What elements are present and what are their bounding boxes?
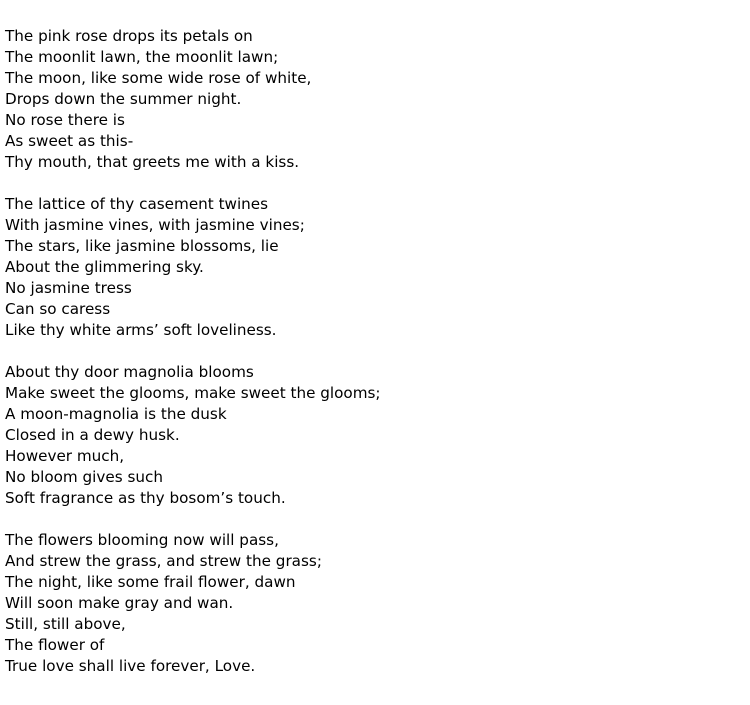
poem-line: As sweet as this-: [5, 132, 134, 150]
poem-line: Make sweet the glooms, make sweet the glooms;: [5, 384, 381, 402]
poem-line: No jasmine tress: [5, 279, 132, 297]
poem-line: However much,: [5, 447, 125, 465]
stanza-3: [5, 362, 745, 509]
poem-line: Can so caress: [5, 300, 111, 318]
poem-line: With jasmine vines, with jasmine vines;: [5, 216, 305, 234]
poem-line: The moonlit lawn, the moonlit lawn;: [5, 48, 279, 66]
poem-line: Thy mouth, that greets me with a kiss.: [5, 153, 300, 171]
poem-line: Drops down the summer night.: [5, 90, 242, 108]
stanza-2: [5, 194, 745, 341]
poem-line: And strew the grass, and strew the grass;: [5, 552, 322, 570]
poem-line: The flowers blooming now will pass,: [5, 531, 279, 549]
poem-line: Like thy white arms’ soft loveliness.: [5, 321, 277, 339]
poem-line: The night, like some frail flower, dawn: [5, 573, 296, 591]
poem-line: Still, still above,: [5, 615, 126, 633]
poem-line: A moon-magnolia is the dusk: [5, 405, 227, 423]
poem-line: About the glimmering sky.: [5, 258, 204, 276]
poem-line: The pink rose drops its petals on: [5, 27, 253, 45]
stanza-4: [5, 530, 745, 677]
poem-line: About thy door magnolia blooms: [5, 363, 254, 381]
poem-line: The flower of: [5, 636, 105, 654]
poem-line: Soft fragrance as thy bosom’s touch.: [5, 489, 286, 507]
stanza-1: [5, 26, 745, 173]
poem-line: No rose there is: [5, 111, 125, 129]
poem-text: [5, 26, 745, 698]
poem-line: Closed in a dewy husk.: [5, 426, 180, 444]
poem-line: The stars, like jasmine blossoms, lie: [5, 237, 279, 255]
poem-line: The moon, like some wide rose of white,: [5, 69, 312, 87]
poem-line: True love shall live forever, Love.: [5, 657, 256, 675]
poem-line: No bloom gives such: [5, 468, 163, 486]
poem-line: The lattice of thy casement twines: [5, 195, 269, 213]
poem-line: Will soon make gray and wan.: [5, 594, 234, 612]
